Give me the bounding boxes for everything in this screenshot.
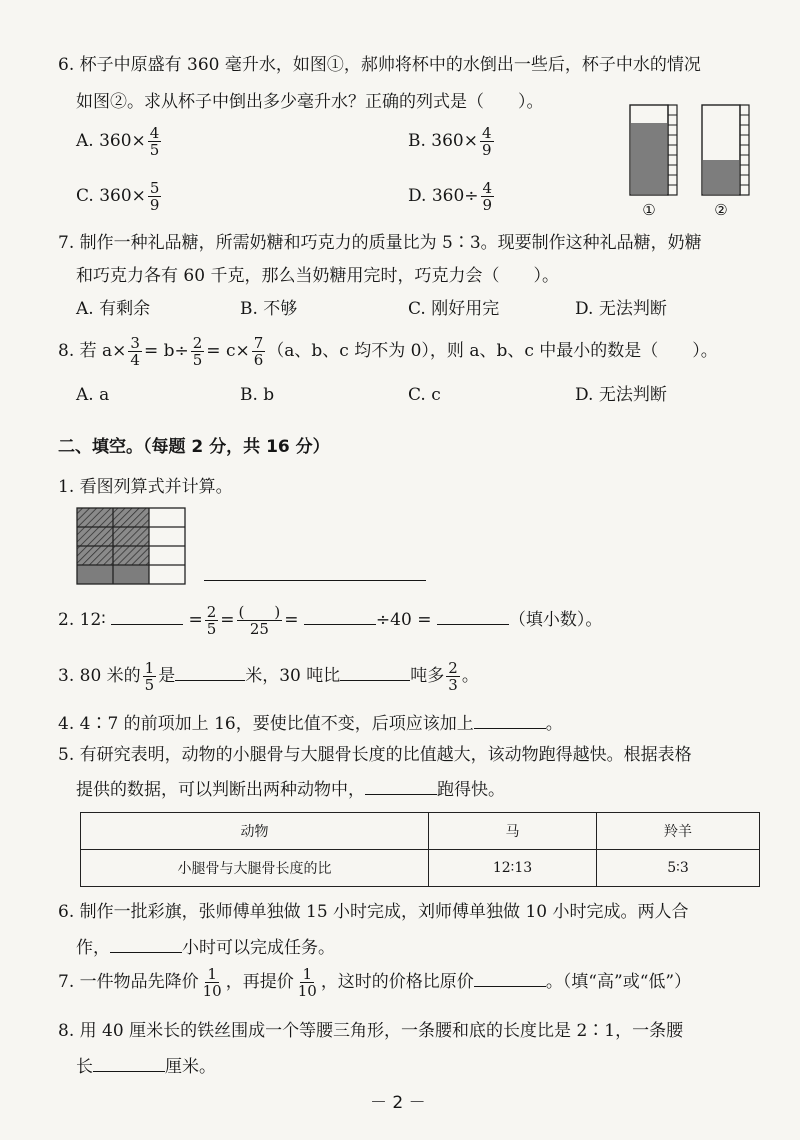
page-number: － 2 － [370,1093,426,1113]
table-header-row [81,813,760,850]
fill-7: 7. 一件物品先降价 $\frac{1}{10}$ ，再提价 $\frac{1}{10}$ ，这时的价格比原价 。（填“高”或“低”） [58,965,692,1000]
bone-ratio-table [80,812,760,887]
q7-option-a: A. 有剩余 [76,299,151,319]
fill-8-blank[interactable] [93,1053,165,1072]
table-row [81,850,760,887]
table-header-horse: 马 [429,813,597,850]
cup-1-water [631,123,667,194]
fill-4-blank[interactable] [474,710,546,729]
q6-option-d: D. 360÷ $\frac{4}{9}$ [408,179,493,214]
q8-option-d: D. 无法判断 [575,385,667,405]
q7-line2: 和巧克力各有 60 千克，那么当奶糖用完时，巧克力会（ ）。 [76,266,559,286]
fill-6-blank[interactable] [110,934,182,953]
q8-option-a: A. a [76,385,110,405]
q6-option-b: B. 360× $\frac{4}{9}$ [408,124,492,159]
fill-3-blank-2[interactable] [340,662,410,681]
fill-8-line1: 8. 用 40 厘米长的铁丝围成一个等腰三角形，一条腰和底的长度比是 2∶1，一条腰 [58,1021,684,1041]
fraction-grid [76,507,188,585]
table-cell-label: 小腿骨与大腿骨长度的比 [81,850,429,887]
q8-option-c: C. c [408,385,441,405]
q8-option-b: B. b [240,385,275,405]
q6-line2: 如图②。求从杯子中倒出多少毫升水？正确的列式是（ ）。 [76,92,544,112]
fill-3: 3. 80 米的 $\frac{1}{5}$ 是 米，30 吨比 吨多 $\frac{2}{3}$ 。 [58,659,479,694]
fill-2: 2. 12∶ = $\frac{2}{5}$ = $\frac{( )}{25}$ = ÷40 = （填小数）。 [58,603,603,638]
cup-1-label: ① [642,201,656,219]
fill-6-line2: 作， 小时可以完成任务。 [76,934,335,959]
fill-2-blank-1[interactable] [111,606,183,625]
q6-option-c: C. 360× $\frac{5}{9}$ [76,179,160,214]
cup-2-label: ② [714,201,728,219]
fill-1-answer-line[interactable] [204,580,426,581]
fill-5-line1: 5. 有研究表明，动物的小腿骨与大腿骨长度的比值越大，该动物跑得越快。根据表格 [58,745,692,765]
fill-5-line2: 提供的数据，可以判断出两种动物中， 跑得快。 [76,776,505,801]
cup-2-water [703,160,739,194]
q7-option-d: D. 无法判断 [575,299,667,319]
table-cell-horse: 12∶13 [429,850,597,887]
fill-2-blank-3[interactable] [437,606,509,625]
fill-6-line1: 6. 制作一批彩旗，张师傅单独做 15 小时完成，刘师傅单独做 10 小时完成。两人合 [58,902,689,922]
cup-2 [702,105,749,195]
fill-2-blank-2[interactable] [304,606,376,625]
fill-3-blank-1[interactable] [175,662,245,681]
fill-8-line2: 长 厘米。 [76,1053,216,1078]
q7-option-c: C. 刚好用完 [408,299,500,319]
q7-line1: 7. 制作一种礼品糖，所需奶糖和巧克力的质量比为 5∶3。现要制作这种礼品糖，奶糖 [58,233,702,253]
section-2-title: 二、填空。（每题 2 分，共 16 分） [58,437,330,457]
q6-line1: 6. 杯子中原盛有 360 毫升水，如图①，郝帅将杯中的水倒出一些后，杯子中水的情况 [58,55,701,75]
table-header-antelope: 羚羊 [597,813,760,850]
fill-4: 4. 4∶7 的前项加上 16，要使比值不变，后项应该加上 。 [58,710,563,735]
table-cell-antelope: 5∶3 [597,850,760,887]
q8-question: 8. 若 a× $\frac{3}{4}$ = b÷ $\frac{2}{5}$ = c× $\frac{7}{6}$ （a、b、c 均不为 0），则 a、b、c 中最小的数是（ ）。 [58,334,718,369]
cups-figure [622,100,772,220]
fill-5-blank[interactable] [365,776,437,795]
q6-option-a: A. 360× $\frac{4}{5}$ [76,124,160,159]
q7-option-b: B. 不够 [240,299,298,319]
cup-1 [630,105,677,195]
fill-7-blank[interactable] [474,968,546,987]
fill-1-text: 1. 看图列算式并计算。 [58,477,233,497]
table-header-animal: 动物 [81,813,429,850]
